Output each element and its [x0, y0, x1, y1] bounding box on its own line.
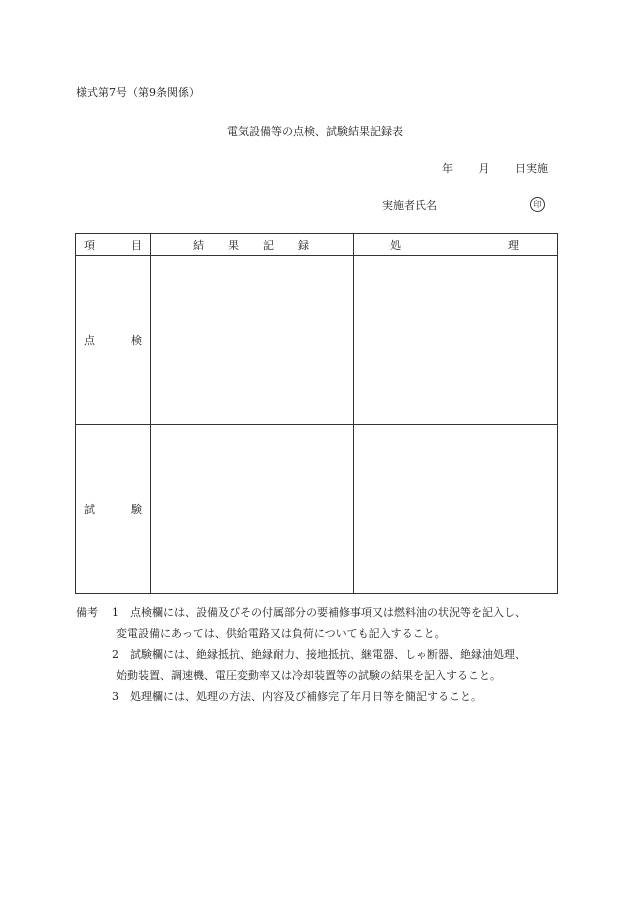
day-implemented-label: 日実施 — [515, 162, 548, 175]
header-processing: 処 理 — [354, 234, 558, 256]
implementer-name-label: 実施者氏名 — [382, 199, 437, 212]
seal-mark: 印 — [530, 197, 545, 212]
record-table — [75, 233, 558, 594]
row-label-test: 試 験 — [76, 425, 151, 594]
remark-note-2: 2 試験欄には、絶縁抵抗、絶縁耐力、接地抵抗、継電器、しゃ断器、絶縁油処理、 始動装置、調速機、電圧変動率又は冷却装置等の試験の結果を記入すること。 — [112, 648, 526, 682]
remarks-label: 備考 — [76, 606, 98, 619]
inspection-processing-cell[interactable] — [354, 256, 558, 425]
month-label: 月 — [478, 162, 490, 175]
year-label: 年 — [442, 162, 453, 175]
header-result-record: 結 果 記 録 — [151, 234, 354, 256]
test-result-cell[interactable] — [151, 425, 354, 594]
row-label-inspection: 点 検 — [76, 256, 151, 425]
header-item: 項 目 — [76, 234, 151, 256]
remark-note-1: 備考 1 点検欄には、設備及びその付属部分の要補修事項又は燃料油の状況等を記入し、 変電設備にあっては、供給電路又は負荷についても記入すること。 — [76, 602, 576, 644]
form-number: 様式第7号（第9条関係） — [76, 86, 200, 99]
implementation-date — [442, 160, 548, 176]
test-processing-cell[interactable] — [354, 425, 558, 594]
remark-note-3: 3 処理欄には、処理の方法、内容及び補修完了年月日等を簡記すること。 — [112, 690, 482, 703]
remarks — [76, 602, 576, 707]
inspection-result-cell[interactable] — [151, 256, 354, 425]
document-title: 電気設備等の点検、試験結果記録表 — [227, 125, 403, 138]
